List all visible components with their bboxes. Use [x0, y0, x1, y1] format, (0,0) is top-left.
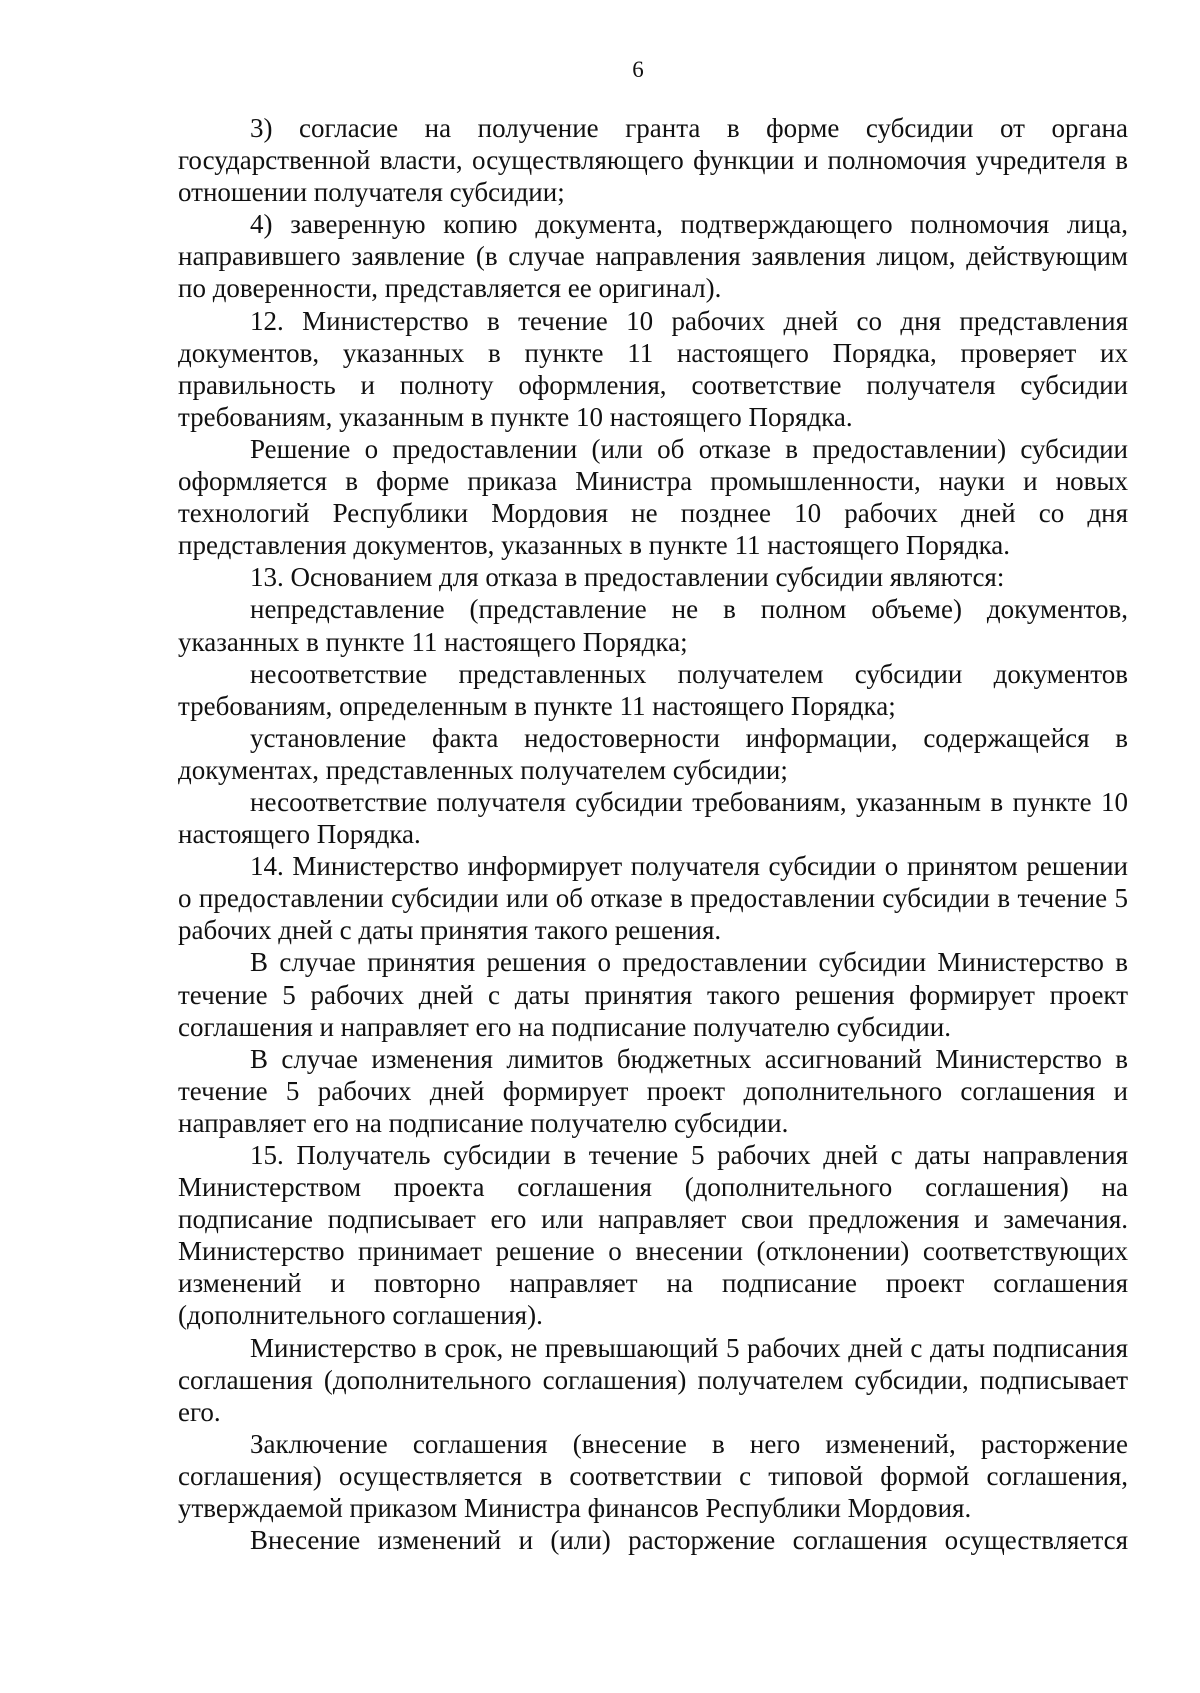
paragraph-clause-15: 15. Получатель субсидии в течение 5 рабочих дней с даты направления Министерством проекта соглашения (дополнительного соглашения) на подписание подписывает его или направляет свои предложения и замечания. Министерство принимает решение о внесении (отклонении) соответствующих изменений и повторно направляет на подписание проект соглашения (дополнительного соглашения).: [178, 1140, 1128, 1331]
paragraph-agreement-conclusion: Заключение соглашения (внесение в него изменений, расторжение соглашения) осуществляется в соответствии с типовой формой соглашения, утверждаемой приказом Министра финансов Республики Мордовия.: [178, 1428, 1128, 1524]
paragraph-item-4: 4) заверенную копию документа, подтверждающего полномочия лица, направившего заявление (в случае направления заявления лицом, действующим по доверенности, представляется ее оригинал).: [178, 209, 1128, 304]
paragraph-clause-12: 12. Министерство в течение 10 рабочих дней со дня представления документов, указанных в пункте 11 настоящего Порядка, проверяет их правильность и полноту оформления, соответствие получателя субсидии требованиям, указанным в пункте 10 настоящего Порядка.: [178, 305, 1128, 432]
paragraph-refusal-reason-2: несоответствие представленных получателем субсидии документов требованиям, определенным в пункте 11 настоящего Порядка;: [178, 658, 1128, 721]
paragraph-agreement-draft: В случае принятия решения о предоставлении субсидии Министерство в течение 5 рабочих дней с даты принятия такого решения формирует проект соглашения и направляет его на подписание получателю субсидии.: [178, 947, 1128, 1042]
paragraph-refusal-reason-4: несоответствие получателя субсидии требованиям, указанным в пункте 10 настоящего Порядка.: [178, 786, 1128, 850]
paragraph-limits-change: В случае изменения лимитов бюджетных ассигнований Министерство в течение 5 рабочих дней формирует проект дополнительного соглашения и направляет его на подписание получателю субсидии.: [178, 1043, 1128, 1138]
paragraph-item-3: 3) согласие на получение гранта в форме субсидии от органа государственной власти, осуществляющего функции и полномочия учредителя в отношении получателя субсидии;: [178, 113, 1128, 208]
page-number: 6: [632, 57, 644, 82]
paragraph-clause-13: 13. Основанием для отказа в предоставлении субсидии являются:: [250, 562, 1005, 593]
paragraph-refusal-reason-3: установление факта недостоверности информации, содержащейся в документах, представленных получателем субсидии;: [178, 722, 1128, 785]
paragraph-amendments: Внесение изменений и (или) расторжение соглашения осуществляется: [250, 1525, 1128, 1556]
paragraph-refusal-reason-1: непредставление (представление не в полном объеме) документов, указанных в пункте 11 настоящего Порядка;: [178, 594, 1128, 657]
paragraph-signing-term: Министерство в срок, не превышающий 5 рабочих дней с даты подписания соглашения (дополнительного соглашения) получателем субсидии, подписывает его.: [178, 1332, 1128, 1427]
paragraph-clause-14: 14. Министерство информирует получателя субсидии о принятом решении о предоставлении субсидии или об отказе в предоставлении субсидии в течение 5 рабочих дней с даты принятия такого решения.: [178, 851, 1128, 946]
document-body: [178, 112, 1128, 1556]
paragraph-decision: Решение о предоставлении (или об отказе в предоставлении) субсидии оформляется в форме приказа Министра промышленности, науки и новых технологий Республики Мордовия не позднее 10 рабочих дней со дня представления документов, указанных в пункте 11 настоящего Порядка.: [178, 433, 1128, 561]
